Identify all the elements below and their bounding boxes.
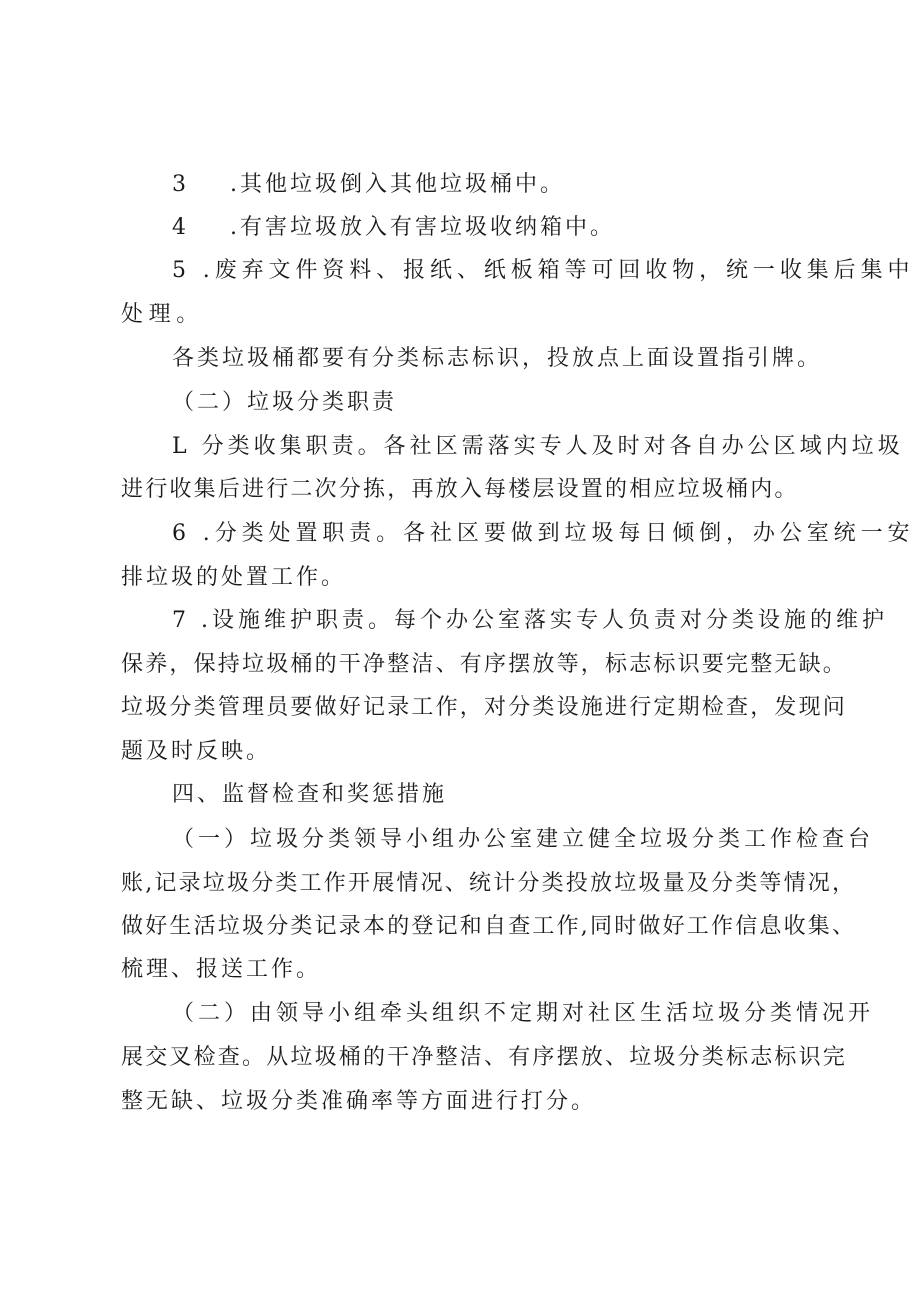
item-3 xyxy=(172,170,565,200)
item-5-line-1: 5 .废弃文件资料、报纸、纸板箱等可回收物，统一收集后集中 xyxy=(172,258,915,283)
signs-paragraph: 各类垃圾桶都要有分类标志标识，投放点上面设置指引牌。 xyxy=(172,346,823,371)
item-5-line-2: 处理。 xyxy=(121,302,204,327)
item-4 xyxy=(172,213,615,243)
section-4-heading: 四、监督检查和奖惩措施 xyxy=(172,782,448,807)
section-4-para-1-line-2: 账,记录垃圾分类工作开展情况、统计分类投放垃圾量及分类等情况， xyxy=(121,871,857,896)
section-4-para-2-line-2: 展交叉检查。从垃圾桶的干净整洁、有序摆放、垃圾分类标志标识完 xyxy=(121,1045,848,1070)
section-4-para-1-line-3: 做好生活垃圾分类记录本的登记和自查工作,同时做好工作信息收集、 xyxy=(121,914,857,939)
duty-7-line-2: 保养，保持垃圾桶的干净整洁、有序摆放等，标志标识要完整无缺。 xyxy=(121,652,848,677)
duty-7-line-1: 7 .设施维护职责。每个办公室落实专人负责对分类设施的维护 xyxy=(172,608,888,633)
item-3-text: .其他垃圾倒入其他垃圾桶中。 xyxy=(230,172,565,197)
section-4-para-1-line-4: 梳理、报送工作。 xyxy=(121,957,322,982)
section-4-para-2-line-1: （二）由领导小组牵头组织不定期对社区生活垃圾分类情况开 xyxy=(172,1001,875,1026)
duty-7-line-3: 垃圾分类管理员要做好记录工作，对分类设施进行定期检查，发现问 xyxy=(121,695,848,720)
section-4-para-2-line-3: 整无缺、垃圾分类准确率等方面进行打分。 xyxy=(121,1089,597,1114)
duty-6-line-2: 排垃圾的处置工作。 xyxy=(121,565,347,590)
duty-1-line-2: 进行收集后进行二次分拣，再放入每楼层设置的相应垃圾桶内。 xyxy=(121,477,799,502)
duty-1-line-1: L 分类收集职责。各社区需落实专人及时对各自办公区域内垃圾 xyxy=(172,434,904,459)
section-4-para-1-line-1: （一）垃圾分类领导小组办公室建立健全垃圾分类工作检查台 xyxy=(172,827,875,852)
item-3-number: 3 xyxy=(172,172,189,197)
duty-6-line-1: 6 .分类处置职责。各社区要做到垃圾每日倾倒，办公室统一安 xyxy=(172,521,915,546)
duty-7-line-4: 题及时反映。 xyxy=(121,739,272,764)
item-4-number: 4 xyxy=(172,215,189,240)
item-4-text: .有害垃圾放入有害垃圾收纳箱中。 xyxy=(230,215,615,240)
duties-heading: （二）垃圾分类职责 xyxy=(172,390,398,415)
